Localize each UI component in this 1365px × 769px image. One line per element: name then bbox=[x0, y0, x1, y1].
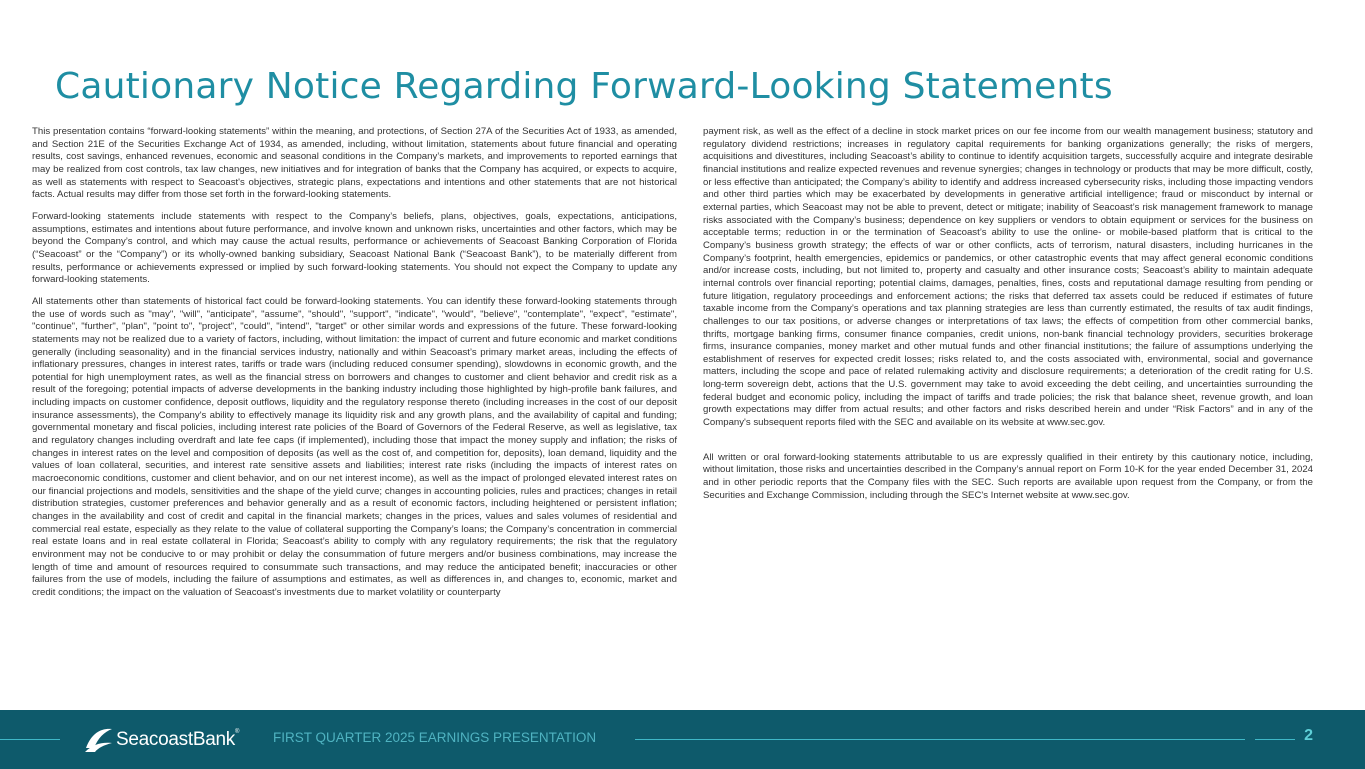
disclaimer-right-column bbox=[703, 126, 1313, 511]
seacoast-bank-logo bbox=[84, 725, 239, 755]
disclaimer-left-column bbox=[32, 126, 677, 609]
footer-divider bbox=[1255, 739, 1295, 740]
disclaimer-paragraph: Forward-looking statements include statements with respect to the Company’s beliefs, plans, objectives, goals, expectations, anticipations, assumptions, estimates and intentions about future performance, and involve known and unknown risks, uncertainties and other factors, which may be beyond the Company’s control, and which may cause the actual results, performance or achievements of Seacoast Banking Corporation of Florida (“Seacoast” or the “Company”) or its wholly-owned banking subsidiary, Seacoast National Bank (“Seacoast Bank”), to be materially different from results, performance or achievements expressed or implied by such forward-looking statements. You should not expect the Company to update any forward-looking statements. bbox=[32, 210, 677, 286]
page-title: Cautionary Notice Regarding Forward-Looking Statements bbox=[55, 66, 1113, 107]
disclaimer-paragraph: All statements other than statements of historical fact could be forward-looking statements. You can identify these forward-looking statements through the use of words such as "may", "will", "anticipate", "assume", "should", "support", "indicate", "would", "believe", "contemplate", "expect", "estimate", "continue", "further", "plan", "point to", "project", "could", "intend", "target" or other similar words and expressions of the future. These forward-looking statements may not be realized due to a variety of factors, including, without limitation: the impact of current and future economic and market conditions generally (including seasonality) and in the financial services industry, nationally and within Seacoast’s primary market areas, including the effects of inflationary pressures, changes in interest rates, tariffs or trade wars (including reduced consumer spending), slowdowns in economic growth, and the potential for high unemployment rates, as well as the financial stress on borrowers and changes to customer and client behavior and credit risk as a result of the foregoing; potential impacts of adverse developments in the banking industry including those highlighted by high-profile bank failures, and including impacts on customer confidence, deposit outflows, liquidity and the regulatory response thereto (including increases in the cost of our deposit insurance assessments), the Company's ability to effectively manage its liquidity risk and any growth plans, and the availability of capital and funding; governmental monetary and fiscal policies, including interest rate policies of the Board of Governors of the Federal Reserve, as well as legislative, tax and regulatory changes including overdraft and late fee caps (if implemented), including those that impact the money supply and inflation; the risks of changes in interest rates on the level and composition of deposits (as well as the cost of, and competition for, deposits), loan demand, liquidity and the values of loan collateral, securities, and interest rate sensitive assets and liabilities; interest rate risks (including the impacts of interest rates on macroeconomic conditions, customer and client behavior, and on our net interest income), as well as the impact of prolonged elevated interest rates on our financial projections and models, sensitivities and the shape of the yield curve; changes in accounting policies, rules and practices; changes in retail distribution strategies, customer preferences and behavior generally and as a result of economic factors, including heightened or persistent inflation; changes in the availability and cost of credit and capital in the financial markets; changes in the prices, values and sales volumes of residential and commercial real estate, especially as they relate to the value of collateral supporting the Company’s loans; the Company’s concentration in commercial real estate loans and in real estate collateral in Florida; Seacoast’s ability to comply with any regulatory requirements; the risk that the regulatory environment may not be conducive to or may prohibit or delay the consummation of future mergers and/or business combinations, may increase the length of time and amount of resources required to consummate such transactions, and may reduce the anticipated benefit; inaccuracies or other failures from the use of models, including the failure of assumptions and estimates, as well as differences in, and changes to, economic, market and credit conditions; the impact on the valuation of Seacoast’s investments due to market volatility or counterparty bbox=[32, 295, 677, 598]
footer-bar bbox=[0, 710, 1365, 769]
presentation-caption: FIRST QUARTER 2025 EARNINGS PRESENTATION bbox=[273, 730, 597, 745]
disclaimer-paragraph: This presentation contains “forward-looking statements” within the meaning, and protections, of Section 27A of the Securities Act of 1933, as amended, and Section 21E of the Securities Exchange Act of 1934, as amended, including, without limitation, statements about future financial and operating results, cost savings, enhanced revenues, economic and seasonal conditions in the Company’s markets, and improvements to reported earnings that may be realized from cost controls, tax law changes, new initiatives and for integration of banks that the Company has acquired, or expects to acquire, as well as statements with respect to Seacoast's objectives, strategic plans, expectations and intentions and other statements that are not historical facts. Actual results may differ from those set forth in the forward-looking statements. bbox=[32, 126, 677, 201]
footer-divider bbox=[635, 739, 1245, 740]
footer-divider bbox=[0, 739, 60, 740]
disclaimer-paragraph: payment risk, as well as the effect of a decline in stock market prices on our fee income from our wealth management business; statutory and regulatory dividend restrictions; increases in regulatory capital requirements for banking organizations generally; the risks of mergers, acquisitions and divestitures, including Seacoast’s ability to continue to identify acquisition targets, successfully acquire and integrate desirable financial institutions and realize expected revenues and revenue synergies; changes in technology or products that may be more difficult, costly, or less effective than anticipated; the Company’s ability to identify and address increased cybersecurity risks, including those impacting vendors and other third parties which may be exacerbated by developments in generative artificial intelligence; fraud or misconduct by internal or external parties, which Seacoast may not be able to prevent, detect or mitigate; inability of Seacoast’s risk management framework to manage risks associated with the Company’s business; dependence on key suppliers or vendors to obtain equipment or services for the business on acceptable terms; reduction in or the termination of Seacoast’s ability to use the online- or mobile-based platform that is critical to the Company’s business growth strategy; the effects of war or other conflicts, acts of terrorism, natural disasters, including hurricanes in the Company’s footprint, health emergencies, epidemics or pandemics, or other catastrophic events that may affect general economic conditions and/or increase costs, including, but not limited to, property and casualty and other insurance costs; Seacoast’s ability to maintain adequate internal controls over financial reporting; potential claims, damages, penalties, fines, costs and reputational damage resulting from pending or future litigation, regulatory proceedings and enforcement actions; the risks that deferred tax assets could be reduced if estimates of future taxable income from the Company’s operations and tax planning strategies are less than currently estimated, the results of tax audit findings, challenges to our tax positions, or adverse changes or interpretations of tax laws; the effects of competition from other commercial banks, thrifts, mortgage banking firms, consumer finance companies, credit unions, non-bank financial technology providers, securities brokerage firms, insurance companies, money market and other mutual funds and other financial institutions; the failure of assumptions underlying the establishment of reserves for expected credit losses; risks related to, and the costs associated with, environmental, social and governance matters, including the scope and pace of related rulemaking activity and disclosure requirements; a deterioration of the credit rating for U.S. long-term sovereign debt, actions that the U.S. government may take to avoid exceeding the debt ceiling, and uncertainties surrounding the federal budget and economic policy, including the impact of tariffs and trade policies; the risk that balance sheet, revenue growth, and loan growth expectations may differ from actual results; and other factors and risks described herein and under “Risk Factors” and in any of the Company's subsequent reports filed with the SEC and available on its website at www.sec.gov. bbox=[703, 126, 1313, 429]
page-number: 2 bbox=[1304, 727, 1313, 744]
disclaimer-paragraph: All written or oral forward-looking statements attributable to us are expressly qualified in their entirety by this cautionary notice, including, without limitation, those risks and uncertainties described in the Company’s annual report on Form 10-K for the year ended December 31, 2024 and in other periodic reports that the Company files with the SEC. Such reports are available upon request from the Company, or from the Securities and Exchange Commission, including through the SEC's Internet website at www.sec.gov. bbox=[703, 451, 1313, 501]
logo-wordmark: SeacoastBank® bbox=[116, 729, 240, 750]
seacoast-wave-logo-icon bbox=[84, 726, 114, 754]
